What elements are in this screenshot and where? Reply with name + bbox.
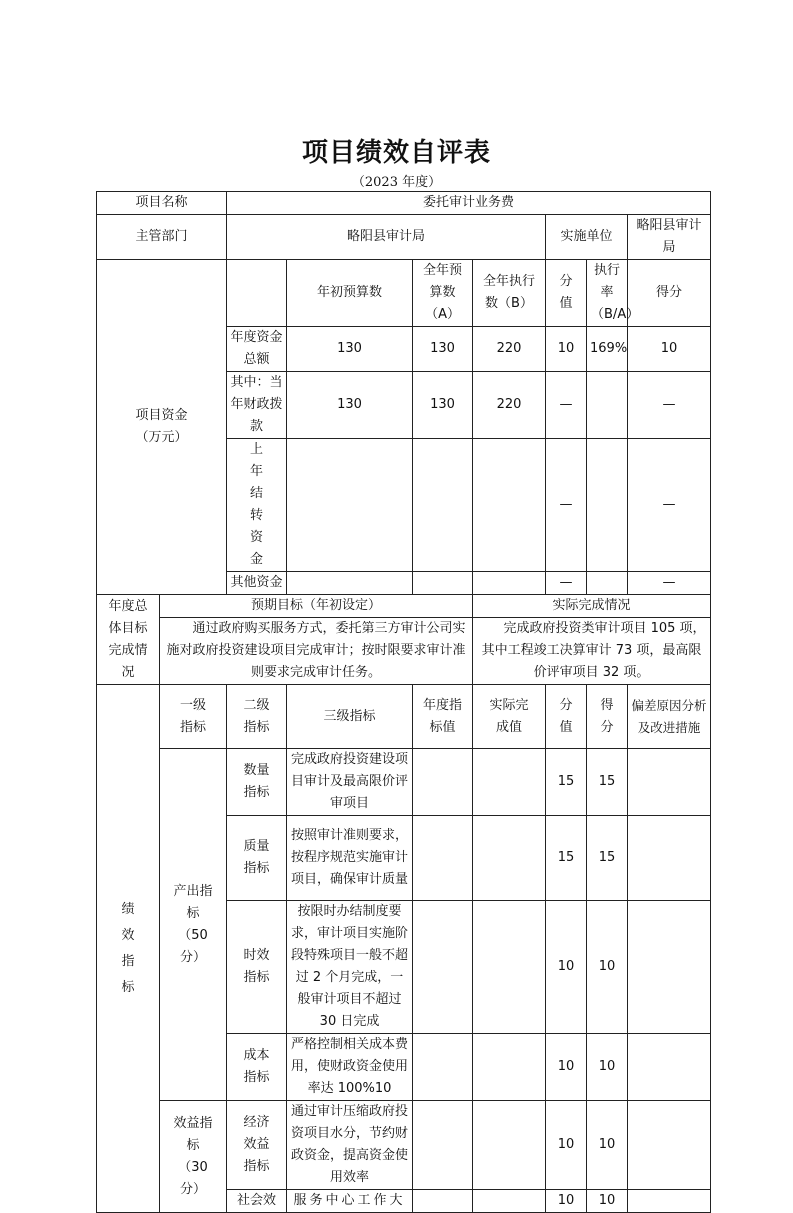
- indicator-target: [413, 901, 473, 1034]
- funds-row-label: 年度资金总额: [227, 327, 287, 372]
- indicator-score: 10: [587, 1101, 628, 1190]
- level3-indicator: 完成政府投资建设项目审计及最高限价评审项目: [287, 749, 413, 816]
- indicator-actual: [473, 901, 546, 1034]
- department-value: 略阳县审计局: [227, 215, 546, 260]
- implementing-unit-label: 实施单位: [546, 215, 628, 260]
- funds-score: 10: [628, 327, 711, 372]
- level3-indicator: 严格控制相关成本费用，使财政资金使用率达 100%10: [287, 1034, 413, 1101]
- funds-score: —: [628, 439, 711, 572]
- goals-content-row: [97, 618, 711, 685]
- indicator-score: 15: [587, 816, 628, 901]
- indicator-target: [413, 1190, 473, 1213]
- funds-rate: 169%: [587, 327, 628, 372]
- funds-row-label: 上年结转资金: [227, 439, 287, 572]
- funds-initial: 130: [287, 327, 413, 372]
- funds-executed: 220: [473, 327, 546, 372]
- indicator-actual: [473, 816, 546, 901]
- project-name-label: 项目名称: [97, 192, 227, 215]
- funds-rate: [587, 372, 628, 439]
- indicator-target: [413, 816, 473, 901]
- indicator-score: 15: [587, 749, 628, 816]
- level2-indicator: 社会效: [227, 1190, 287, 1213]
- planned-goal-text: 通过政府购买服务方式，委托第三方审计公司实施对政府投资建设项目完成审计；按时限要求审计准则要求完成审计任务。: [160, 618, 473, 685]
- funds-executed: [473, 439, 546, 572]
- indicator-col-level2: 二级指标: [227, 685, 287, 749]
- funds-weight: —: [546, 572, 587, 595]
- indicator-actual: [473, 749, 546, 816]
- level2-indicator: 经济效益指标: [227, 1101, 287, 1190]
- indicator-weight: 15: [546, 816, 587, 901]
- planned-goal-header: 预期目标（年初设定）: [160, 595, 473, 618]
- indicator-col-level3: 三级指标: [287, 685, 413, 749]
- funds-annual: [413, 439, 473, 572]
- indicators-label: 绩效指标: [97, 685, 160, 1213]
- funds-annual: [413, 572, 473, 595]
- indicator-actual: [473, 1190, 546, 1213]
- goals-header-row: [97, 595, 711, 618]
- funds-col-weight: 分值: [546, 260, 587, 327]
- funds-rate: [587, 572, 628, 595]
- actual-result-header: 实际完成情况: [473, 595, 711, 618]
- funds-score: —: [628, 572, 711, 595]
- performance-table: [96, 191, 711, 1213]
- funds-initial: [287, 439, 413, 572]
- level2-indicator: 时效指标: [227, 901, 287, 1034]
- level1-indicator: 产出指标 （50 分）: [160, 749, 227, 1101]
- funds-initial: [287, 572, 413, 595]
- funds-weight: 10: [546, 327, 587, 372]
- funds-col-annual: 全年预算数（A）: [413, 260, 473, 327]
- indicator-target: [413, 1034, 473, 1101]
- indicator-col-actual: 实际完成值: [473, 685, 546, 749]
- indicator-remark: [628, 1034, 711, 1101]
- indicator-col-target: 年度指标值: [413, 685, 473, 749]
- funds-row-label: 其中：当年财政拨款: [227, 372, 287, 439]
- indicator-remark: [628, 1101, 711, 1190]
- level3-indicator: 通过审计压缩政府投资项目水分，节约财政资金，提高资金使用效率: [287, 1101, 413, 1190]
- indicator-weight: 15: [546, 749, 587, 816]
- funds-initial: 130: [287, 372, 413, 439]
- indicator-col-level1: 一级指标: [160, 685, 227, 749]
- project-name-row: [97, 192, 711, 215]
- indicator-col-score: 得分: [587, 685, 628, 749]
- funds-executed: [473, 572, 546, 595]
- funds-col-rate: 执行率（B/A）: [587, 260, 628, 327]
- indicator-weight: 10: [546, 1101, 587, 1190]
- funds-score: —: [628, 372, 711, 439]
- funds-col-initial: 年初预算数: [287, 260, 413, 327]
- funds-header-row: [97, 260, 711, 327]
- level2-indicator: 数量指标: [227, 749, 287, 816]
- indicator-col-remark: 偏差原因分析及改进措施: [628, 685, 711, 749]
- indicator-remark: [628, 749, 711, 816]
- indicator-col-weight: 分值: [546, 685, 587, 749]
- level3-indicator: 按照审计准则要求，按程序规范实施审计项目，确保审计质量: [287, 816, 413, 901]
- funds-row-label: 其他资金: [227, 572, 287, 595]
- funds-label: 项目资金 （万元）: [97, 260, 227, 595]
- level2-indicator: 成本指标: [227, 1034, 287, 1101]
- indicator-weight: 10: [546, 901, 587, 1034]
- year-label: （2023 年度）: [351, 175, 442, 190]
- indicator-remark: [628, 901, 711, 1034]
- level1-indicator: 效益指标 （30 分）: [160, 1101, 227, 1213]
- funds-weight: —: [546, 439, 587, 572]
- indicators-header-row: [97, 685, 711, 749]
- indicator-row: [97, 1101, 711, 1190]
- indicator-score: 10: [587, 1034, 628, 1101]
- actual-result-text: 完成政府投资类审计项目 105 项，其中工程竣工决算审计 73 项，最高限价评审项目 32 项。: [473, 618, 711, 685]
- level2-indicator: 质量指标: [227, 816, 287, 901]
- indicator-target: [413, 749, 473, 816]
- indicator-remark: [628, 1190, 711, 1213]
- funds-executed: 220: [473, 372, 546, 439]
- indicator-actual: [473, 1101, 546, 1190]
- department-row: [97, 215, 711, 260]
- goals-label: 年度总体目标完成情况: [97, 595, 160, 685]
- indicator-actual: [473, 1034, 546, 1101]
- funds-weight: —: [546, 372, 587, 439]
- project-name-value: 委托审计业务费: [227, 192, 711, 215]
- funds-rate: [587, 439, 628, 572]
- indicator-target: [413, 1101, 473, 1190]
- page-title: 项目绩效自评表: [301, 138, 491, 168]
- department-label: 主管部门: [97, 215, 227, 260]
- indicator-score: 10: [587, 901, 628, 1034]
- funds-col-executed: 全年执行数（B）: [473, 260, 546, 327]
- indicator-remark: [628, 816, 711, 901]
- funds-col-score: 得分: [628, 260, 711, 327]
- funds-blank-header: [227, 260, 287, 327]
- indicator-score: 10: [587, 1190, 628, 1213]
- indicator-weight: 10: [546, 1034, 587, 1101]
- indicator-row: [97, 749, 711, 816]
- implementing-unit-value: 略阳县审计局: [628, 215, 711, 260]
- indicator-weight: 10: [546, 1190, 587, 1213]
- funds-annual: 130: [413, 372, 473, 439]
- level3-indicator: 按限时办结制度要求，审计项目实施阶段特殊项目一般不超过 2 个月完成，一般审计项目不超过 30 日完成: [287, 901, 413, 1034]
- level3-indicator: 服务中心工作大: [287, 1190, 413, 1213]
- funds-annual: 130: [413, 327, 473, 372]
